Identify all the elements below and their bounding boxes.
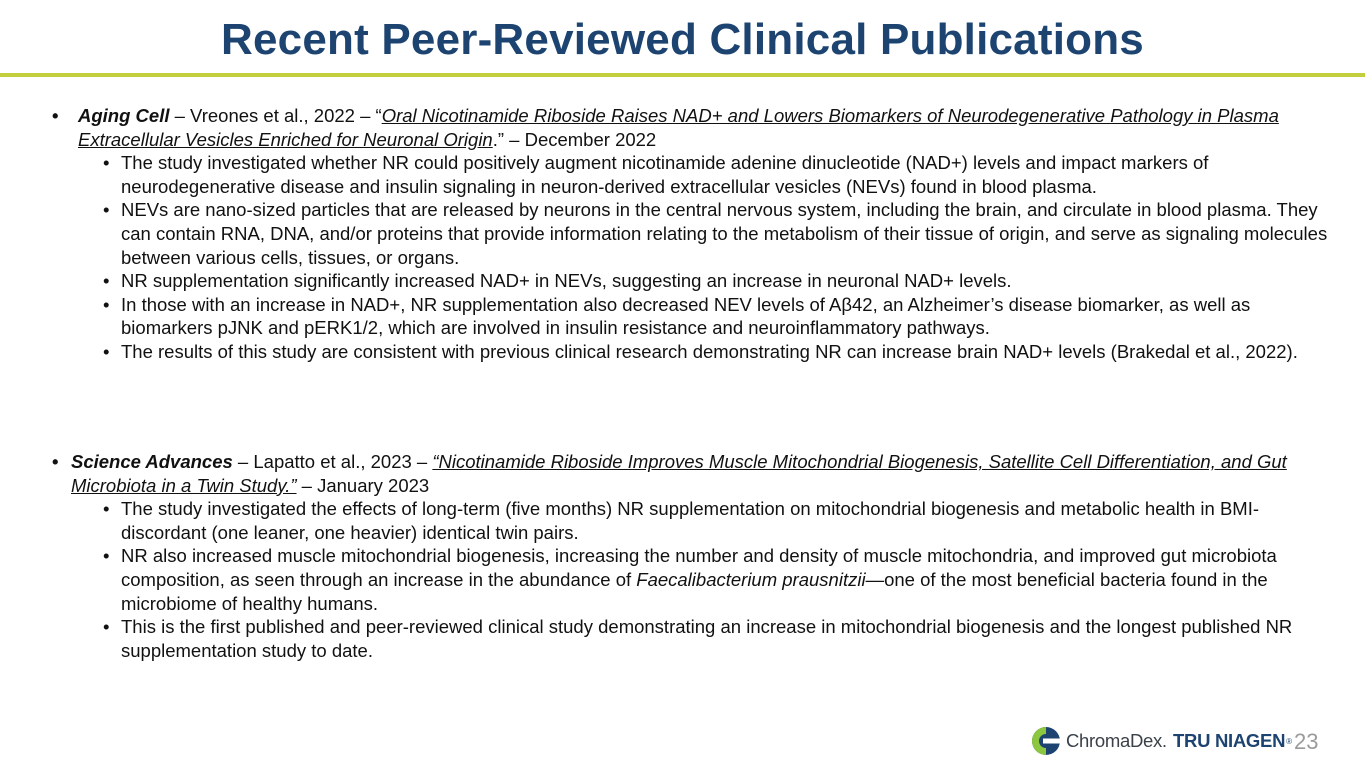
finding-list — [0, 151, 1365, 363]
authors-year: – Vreones et al., 2022 – “ — [169, 105, 382, 126]
sub-bullet-marker: • — [103, 152, 110, 174]
publication-citation — [0, 104, 1365, 151]
finding-item — [0, 615, 1365, 662]
page-number: 23 — [1294, 729, 1319, 754]
finding-item — [0, 198, 1365, 269]
sub-bullet-marker: • — [103, 199, 110, 221]
publication-date: – January 2023 — [296, 474, 430, 496]
slide-title: Recent Peer-Reviewed Clinical Publications — [221, 15, 1144, 64]
finding-text: NR supplementation significantly increased NAD+ in NEVs, suggesting an increase in neuronal NAD+ levels. — [121, 270, 1012, 292]
company-logo — [1031, 725, 1292, 757]
finding-text: In those with an increase in NAD+, NR supplementation also decreased NEV levels of Aβ42, an Alzheimer’s disease biomarker, as well as biomarkers pJNK and pERK1/2, which are involved in insulin resistance and neuroinflammatory pathways. — [121, 293, 1251, 339]
sub-bullet-marker: • — [103, 616, 110, 638]
finding-item — [0, 497, 1365, 544]
finding-item — [0, 293, 1365, 340]
article-title-link[interactable]: “Nicotinamide Riboside Improves Muscle Mitochondrial Biogenesis, Satellite Cell Differentiation, and Gut Microbiota in a Twin Study.” — [71, 451, 1287, 496]
finding-list — [0, 497, 1365, 662]
finding-item — [0, 544, 1365, 615]
journal-name: Science Advances — [71, 451, 233, 472]
finding-text: This is the first published and peer-reviewed clinical study demonstrating an increase in mitochondrial biogenesis and the longest published NR supplementation study to date. — [121, 616, 1293, 661]
brand-dot: . — [1162, 730, 1168, 751]
brand-chromadex: ChromaDex — [1066, 730, 1162, 751]
trademark-symbol: ® — [1286, 736, 1293, 746]
authors-year: – Lapatto et al., 2023 – — [232, 451, 433, 472]
finding-text: NEVs are nano-sized particles that are released by neurons in the central nervous system, including the brain, and circulate in blood plasma. They can contain RNA, DNA, and/or proteins that provide information relating to the metabolism of their tissue of origin, and serve as signaling molecules between various cells, tissues, or organs. — [121, 199, 1328, 268]
bullet-marker: • — [52, 105, 59, 126]
title-divider — [0, 73, 1365, 77]
sub-bullet-marker: • — [103, 270, 110, 292]
finding-text: NR also increased muscle mitochondrial biogenesis, increasing the number and density of muscle mitochondria, and improved gut microbiota composition, as seen through an increase in the abundance of — [121, 545, 1277, 590]
finding-item — [0, 269, 1365, 293]
finding-item — [0, 340, 1365, 364]
finding-text: The results of this study are consistent with previous clinical research demonstrating NR can increase brain NAD+ levels (Brakedal et al., 2022). — [121, 340, 1298, 362]
publication-date: .” – December 2022 — [492, 128, 657, 150]
publication-science-advances — [0, 450, 1365, 662]
sub-bullet-marker: • — [103, 498, 110, 520]
sub-bullet-marker: • — [103, 293, 110, 315]
finding-text: The study investigated the effects of long-term (five months) NR supplementation on mitochondrial biogenesis and metabolic health in BMI-discordant (one leaner, one heavier) identical twin pairs. — [121, 498, 1260, 543]
chromadex-logo-icon — [1031, 726, 1061, 756]
finding-item — [0, 151, 1365, 198]
journal-name: Aging Cell — [78, 105, 170, 126]
sub-bullet-marker: • — [103, 340, 110, 362]
sub-bullet-marker: • — [103, 545, 110, 567]
publication-aging-cell — [0, 104, 1365, 364]
finding-text-continued: —one of the most beneficial bacteria found in the microbiome of healthy humans. — [121, 568, 1268, 614]
article-title-link[interactable]: Oral Nicotinamide Riboside Raises NAD+ and Lowers Biomarkers of Neurodegenerative Pathology in Plasma Extracellular Vesicles Enriched for Neuronal Origin — [78, 105, 1279, 150]
brand-tru-niagen: TRU NIAGEN — [1173, 730, 1286, 751]
bullet-marker: • — [52, 451, 59, 472]
species-name: Faecalibacterium prausnitzii — [636, 568, 866, 590]
publication-citation — [0, 450, 1365, 497]
finding-text: The study investigated whether NR could positively augment nicotinamide adenine dinucleotide (NAD+) levels and impact markers of neurodegenerative disease and insulin signaling in neuron-derived extracellular vesicles (NEVs) found in blood plasma. — [121, 152, 1209, 197]
